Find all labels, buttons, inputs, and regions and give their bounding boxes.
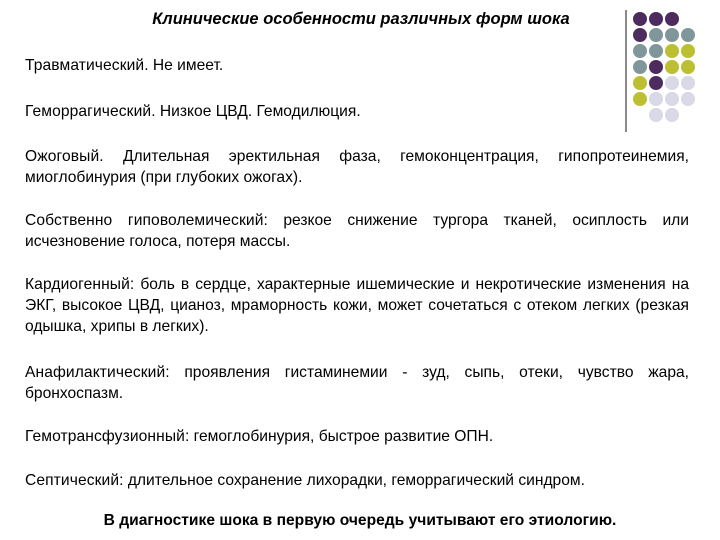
decorative-dot <box>649 28 663 42</box>
shock-type-description: . Длительная эректильная фаза, гемоконцентрация, гипопротеинемия, миоглобинурия (при глубоких ожогах). <box>25 148 689 186</box>
shock-type-label: Септический <box>25 472 120 489</box>
shock-type-burn <box>25 146 689 188</box>
decorative-dot <box>633 12 647 26</box>
decorative-dot <box>649 12 663 26</box>
shock-type-description: : длительное сохранение лихорадки, геморрагический синдром. <box>119 472 585 489</box>
decorative-dot <box>633 28 647 42</box>
shock-type-label: Гемотрансфузионный <box>25 428 185 445</box>
shock-type-traumatic <box>25 55 689 76</box>
shock-type-cardiogenic <box>25 274 689 337</box>
shock-type-description: . Низкое ЦВД. Гемодилюция. <box>151 103 361 120</box>
decorative-dot <box>681 76 695 90</box>
decorative-dot <box>665 12 679 26</box>
shock-type-description: . Не имеет. <box>144 57 224 74</box>
footer-note: В диагностике шока в первую очередь учитывают его этиологию. <box>103 512 617 529</box>
shock-type-label: Собственно гиповолемический <box>25 212 264 229</box>
shock-type-label: Кардиогенный <box>25 276 130 293</box>
shock-type-description: : проявления гистаминемии - зуд, сыпь, отеки, чувство жара, бронхоспазм. <box>25 364 689 402</box>
shock-type-description: : боль в сердце, характерные ишемические и некротические изменения на ЭКГ, высокое ЦВД, цианоз, мраморность кожи, может сочетаться с отеком легких (резкая одышка, хрипы в легких). <box>25 276 689 335</box>
shock-type-label: Травматический <box>25 57 145 74</box>
shock-type-anaphylactic <box>25 362 689 404</box>
shock-type-transfusion <box>25 426 689 447</box>
shock-type-label: Ожоговый <box>25 148 100 165</box>
shock-type-label: Анафилактический <box>25 364 166 381</box>
decorative-dot <box>681 28 695 42</box>
shock-type-description: : резкое снижение тургора тканей, осиплость или исчезновение голоса, потеря массы. <box>25 212 689 250</box>
decorative-dot <box>649 76 663 90</box>
decorative-dot <box>665 76 679 90</box>
decorative-dot <box>633 76 647 90</box>
shock-type-septic <box>25 470 689 491</box>
shock-type-hemorrhagic <box>25 101 689 122</box>
page-title: Клинические особенности различных форм шока <box>152 10 570 28</box>
shock-type-label: Геморрагический <box>25 103 152 120</box>
shock-type-hypovolemic <box>25 210 689 252</box>
shock-type-description: : гемоглобинурия, быстрое развитие ОПН. <box>184 428 494 445</box>
decorative-dot <box>665 28 679 42</box>
